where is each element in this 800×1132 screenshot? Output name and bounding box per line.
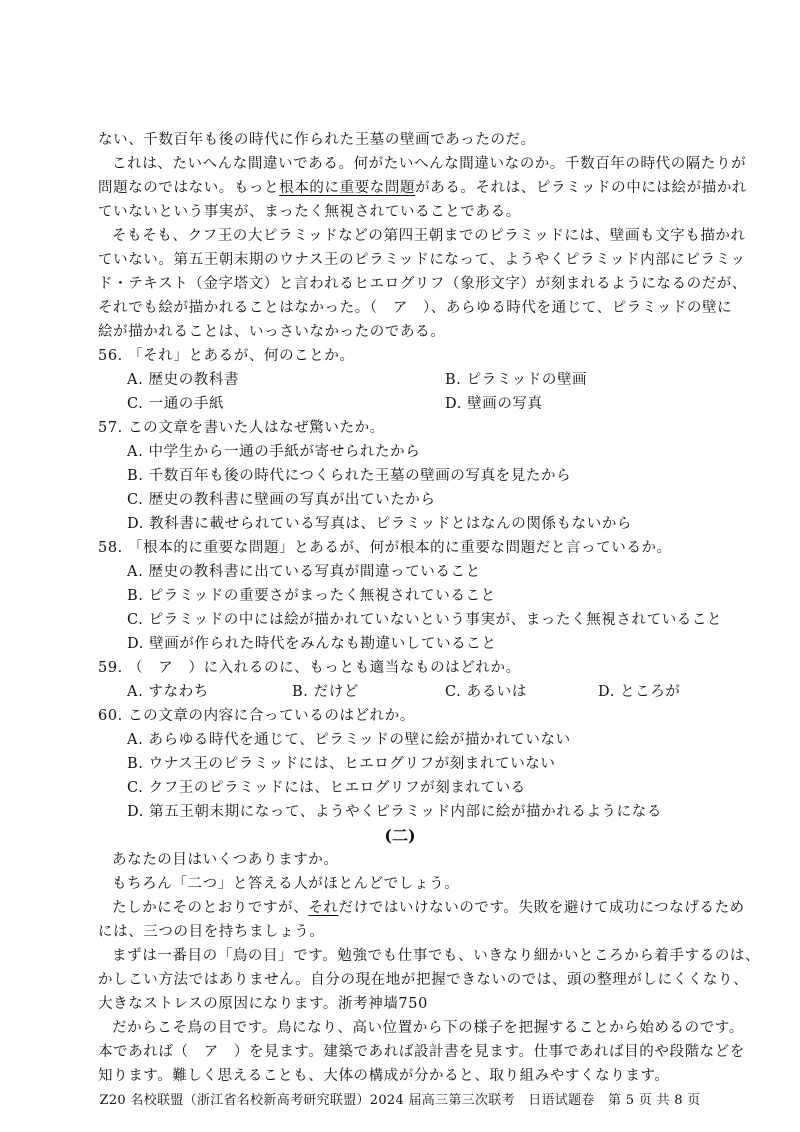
underlined-phrase: 根本的に重要な問題	[279, 180, 416, 196]
option-b: B. 千数百年も後の時代につくられた王墓の壁画の写真を見たから	[127, 468, 572, 484]
passage-line: かしこい方法ではありません。自分の現在地が把握できないのでは、頭の整理がしにくくなり、	[98, 972, 749, 988]
option-d: D. 第五王朝末期になって、ようやくピラミッド内部に絵が描かれるようになる	[127, 804, 662, 820]
passage-line	[98, 176, 747, 200]
passage-text: だけではいけないのです。失敗を避けて成功につなげるため	[338, 900, 745, 916]
option-a: A. 中学生から一通の手紙が寄せられたから	[127, 444, 421, 460]
question-stem: 60. この文章の内容に合っているのはどれか。	[98, 708, 415, 724]
option-c: C. 歴史の教科書に壁画の写真が出ていたから	[127, 492, 436, 508]
passage-text: 問題なのではない。もっと	[98, 180, 280, 196]
question-stem: 59. （ ア ）に入れるのに、もっとも適当なものはどれか。	[98, 660, 521, 676]
passage-line: 知ります。難しく思えることも、大体の構成が分かると、取り組みやすくなります。	[98, 1068, 670, 1084]
option-d: D. 壁画が作られた時代をみんなも勘違いしていること	[127, 636, 497, 652]
option-a: A. 歴史の教科書に出ている写真が間違っていること	[127, 564, 481, 580]
passage-line: 本であれば（ ア ）を見ます。建築であれば設計書を見ます。仕事であれば目的や段階などを	[98, 1044, 745, 1060]
question-stem: 57. この文章を書いた人はなぜ驚いたか。	[98, 420, 385, 436]
option-a: A. あらゆる時代を通じて、ピラミッドの壁に絵が描かれていない	[127, 732, 571, 748]
passage-line: ていない。第五王朝末期のウナス王のピラミッドになって、ようやくピラミッド内部にピラミッ	[98, 252, 746, 268]
passage-line: これは、たいへんな間違いである。何がたいへんな間違いなのか。千数百年の時代の隔たりが	[112, 156, 747, 172]
option-b: B. ピラミッドの壁画	[445, 372, 588, 388]
option-d: D. 教科書に載せられている写真は、ピラミッドとはなんの関係もないから	[127, 516, 633, 532]
underlined-phrase: それ	[308, 900, 339, 916]
option-d: D. 壁画の写真	[445, 396, 543, 412]
passage-line: ていないという事実が、まったく無視されていることである。	[98, 204, 521, 220]
passage-line: もちろん「二つ」と答える人がほとんどでしょう。	[112, 876, 460, 892]
passage-line: まずは一番目の「鳥の目」です。勉強でも仕事でも、いきなり細かいところから着手するのは、	[112, 948, 761, 964]
option-b: B. ピラミッドの重要さがまったく無視されていること	[127, 588, 496, 604]
passage-line: それでも絵が描かれることはなかった。（ ア ）、あらゆる時代を通じて、ピラミッドの壁に	[98, 300, 733, 316]
passage-text: たしかにそのとおりですが、	[112, 900, 309, 916]
passage-text: 大きなストレスの原因になります。	[98, 996, 339, 1012]
option-b: B. だけど	[292, 684, 359, 700]
section-heading: (二)	[384, 826, 416, 845]
page-footer: Z20 名校联盟（浙江省名校新高考研究联盟）2024 届高三第三次联考 日语试题卷 第 5 页 共 8 页	[99, 1093, 701, 1108]
option-d: D. ところが	[598, 684, 681, 700]
option-b: B. ウナス王のピラミッドには、ヒエログリフが刻まれていない	[127, 756, 556, 772]
passage-line: 絵が描かれることは、いっさいなかったのである。	[98, 324, 446, 340]
passage-line: には、三つの目を持ちましょう。	[98, 924, 325, 940]
passage-line	[98, 992, 428, 1016]
passage-line: そもそも、クフ王の大ピラミッドなどの第四王朝までのピラミッドには、壁画も文字も描かれ	[112, 228, 746, 244]
passage-line: だからこそ鳥の目です。鳥になり、高い位置から下の様子を把握することから始めるのです。	[112, 1020, 744, 1036]
question-stem: 58. 「根本的に重要な問題」とあるが、何が根本的に重要な問題だと言っているか。	[98, 540, 672, 556]
passage-line: ない、千数百年も後の時代に作られた王墓の壁画であったのだ。	[98, 132, 536, 148]
option-c: C. あるいは	[445, 684, 527, 700]
option-c: C. ピラミッドの中には絵が描かれていないという事実が、まったく無視されていること	[127, 612, 723, 628]
passage-line	[112, 896, 745, 920]
passage-line: ド・テキスト（金字塔文）と言われるヒエログリフ（象形文字）が刻まれるようになるのだが、	[98, 276, 748, 292]
option-a: A. 歴史の教科書	[127, 372, 240, 388]
passage-line: あなたの目はいくつありますか。	[112, 852, 339, 868]
passage-text: がある。それは、ピラミッドの中には絵が描かれ	[415, 180, 748, 196]
watermark-text: 浙考神墙750	[338, 996, 428, 1012]
option-c: C. クフ王のピラミッドには、ヒエログリフが刻まれている	[127, 780, 526, 796]
option-a: A. すなわち	[127, 684, 209, 700]
option-c: C. 一通の手紙	[127, 396, 225, 412]
question-stem: 56. 「それ」とあるが、何のことか。	[98, 348, 355, 364]
